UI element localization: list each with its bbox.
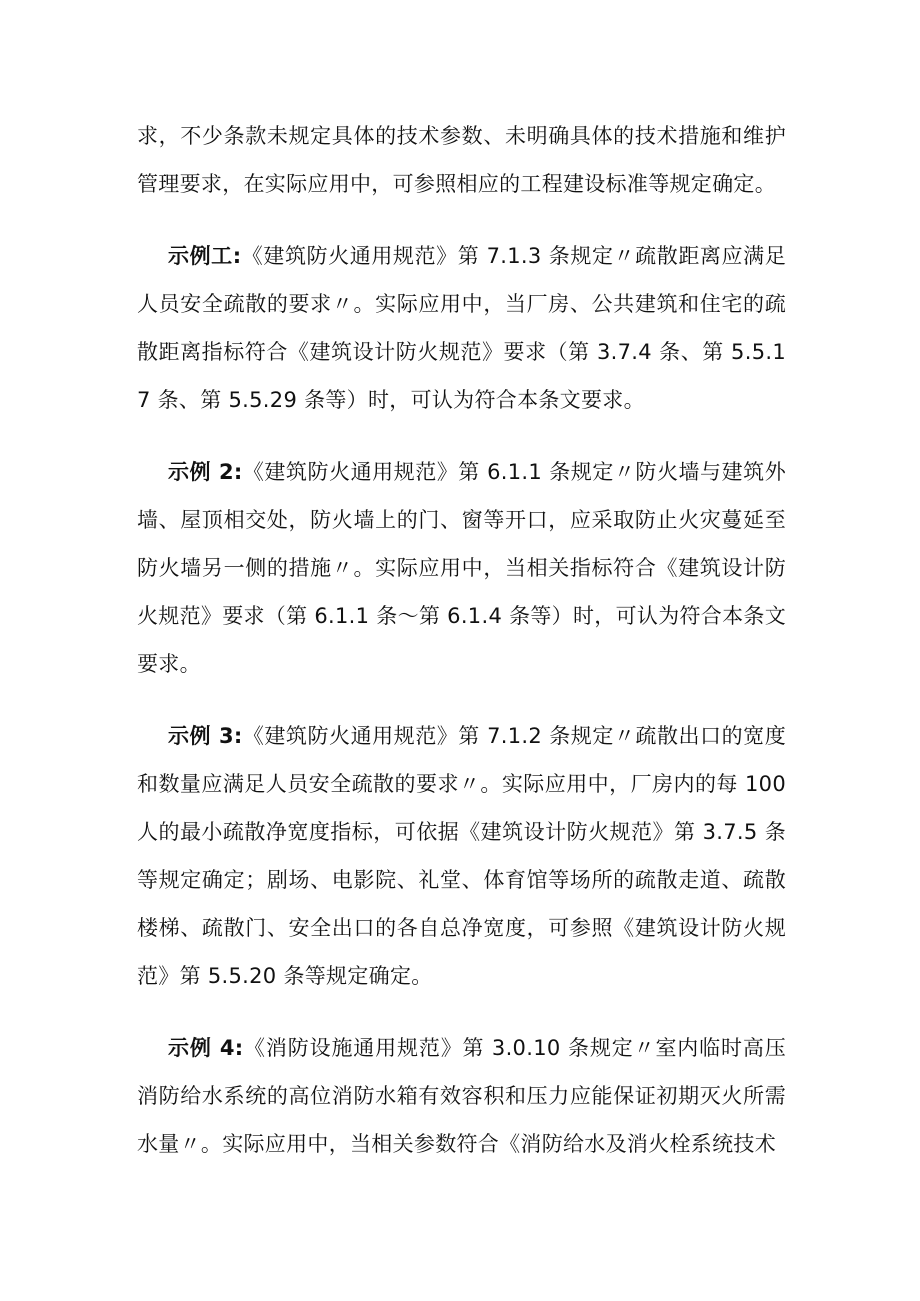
paragraph-text: 《建筑防火通用规范》第 7.1.2 条规定〃疏散出口的宽度和数量应满足人员安全疏散的要求〃。实际应用中，厂房内的每 100 人的最小疏散净宽度指标，可依据《建筑设计防火规范》第 3.7.5 条等规定确定；剧场、电影院、礼堂、体育馆等场所的疏散走道、疏散楼梯、疏散门、安全出口的各自总净宽度，可参照《建筑设计防火规范》第 5.5.20 条等规定确定。 (137, 724, 787, 988)
paragraph-example-4 (137, 1024, 786, 1168)
paragraph-example-3 (137, 712, 786, 1000)
paragraph-example-2 (137, 448, 786, 688)
example-label: 示例 2: (168, 460, 243, 484)
example-label: 示例工: (168, 244, 242, 268)
paragraph-text: 《建筑防火通用规范》第 6.1.1 条规定〃防火墙与建筑外墙、屋顶相交处，防火墙上的门、窗等开口，应采取防止火灾蔓延至防火墙另一侧的措施〃。实际应用中，当相关指标符合《建筑设计防火规范》要求（第 6.1.1 条～第 6.1.4 条等）时，可认为符合本条文要求。 (137, 460, 787, 676)
example-label: 示例 4: (168, 1036, 244, 1060)
paragraph-continuation (137, 112, 786, 208)
paragraph-text: 《建筑防火通用规范》第 7.1.3 条规定〃疏散距离应满足人员安全疏散的要求〃。实际应用中，当厂房、公共建筑和住宅的疏散距离指标符合《建筑设计防火规范》要求（第 3.7.4 条、第 5.5.17 条、第 5.5.29 条等）时，可认为符合本条文要求。 (137, 244, 786, 412)
paragraph-text: 求，不少条款未规定具体的技术参数、未明确具体的技术措施和维护管理要求，在实际应用中，可参照相应的工程建设标准等规定确定。 (137, 124, 786, 196)
paragraph-example-1 (137, 232, 786, 424)
paragraph-text: 《消防设施通用规范》第 3.0.10 条规定〃室内临时高压消防给水系统的高位消防水箱有效容积和压力应能保证初期灭火所需水量〃。实际应用中，当相关参数符合《消防给水及消火栓系统技术 (137, 1036, 787, 1156)
example-label: 示例 3: (168, 724, 243, 748)
